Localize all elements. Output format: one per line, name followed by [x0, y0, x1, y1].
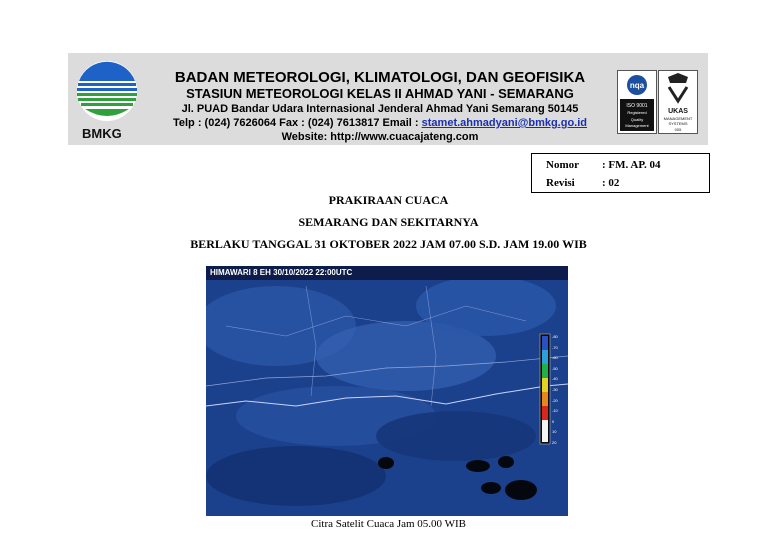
satellite-image [206, 266, 568, 516]
letterhead [68, 53, 708, 145]
cert1-quality: Quality [630, 117, 644, 122]
website: Website: http://www.cuacajateng.com [281, 131, 479, 143]
scale-tick-label: 20 [552, 440, 557, 445]
satellite-label: HIMAWARI 8 EH 30/10/2022 22:00UTC [210, 268, 353, 277]
contact-line [152, 116, 608, 130]
scale-tick-label: -10 [552, 408, 558, 414]
cert1-nqa: nqa [629, 81, 645, 90]
scale-tick-label: -20 [552, 397, 558, 403]
revisi-value: : 02 [602, 177, 620, 189]
scale-tick-label: -80 [552, 334, 558, 339]
cert2-number: 005 [674, 127, 682, 132]
cert1-iso: ISO 9001 [626, 103, 648, 109]
agency-name: BADAN METEOROLOGI, KLIMATOLOGI, DAN GEOFISIKA [174, 69, 586, 86]
cert1-registered: Registered [627, 110, 647, 115]
cert1-management: Management [625, 123, 649, 128]
scale-tick-label: -70 [552, 344, 558, 350]
iso-certificate-logo [617, 70, 657, 134]
scale-tick-label: 0 [552, 418, 555, 424]
validity-period: BERLAKU TANGGAL 31 OKTOBER 2022 JAM 07.00 S.D. JAM 19.00 WIB [190, 237, 587, 251]
satellite-map [206, 266, 568, 516]
scale-tick-label: -50 [552, 365, 558, 371]
address: Jl. PUAD Bandar Udara Internasional Jenderal Ahmad Yani Semarang 50145 [181, 103, 579, 115]
cert2-systems: SYSTEMS [668, 121, 688, 126]
scale-tick-label: 10 [552, 429, 557, 435]
doc-subtitle: SEMARANG DAN SEKITARNYA [298, 215, 479, 229]
cert2-ukas: UKAS [668, 108, 688, 115]
revisi-label: Revisi [546, 177, 575, 189]
image-caption: Citra Satelit Cuaca Jam 05.00 WIB [311, 518, 466, 530]
ukas-certificate-logo [658, 70, 698, 134]
scale-tick-label: -40 [552, 376, 558, 382]
doc-title: PRAKIRAAN CUACA [328, 193, 449, 207]
logo-text: BMKG [82, 126, 122, 141]
cert2-management: MANAGEMENT [663, 116, 693, 121]
scale-tick-label: -60 [552, 355, 558, 361]
scale-tick-label: -30 [552, 387, 558, 392]
form-info-box [531, 153, 710, 193]
email-link[interactable]: stamet.ahmadyani@bmkg.go.id [421, 117, 588, 129]
nomor-label: Nomor [546, 159, 579, 171]
nomor-value: : FM. AP. 04 [602, 159, 661, 171]
station-name: STASIUN METEOROLOGI KELAS II AHMAD YANI - SEMARANG [186, 86, 574, 101]
contact-phones: Telp : (024) 7626064 Fax : (024) 7613817 Email : [172, 117, 422, 129]
agency-info [152, 69, 608, 144]
